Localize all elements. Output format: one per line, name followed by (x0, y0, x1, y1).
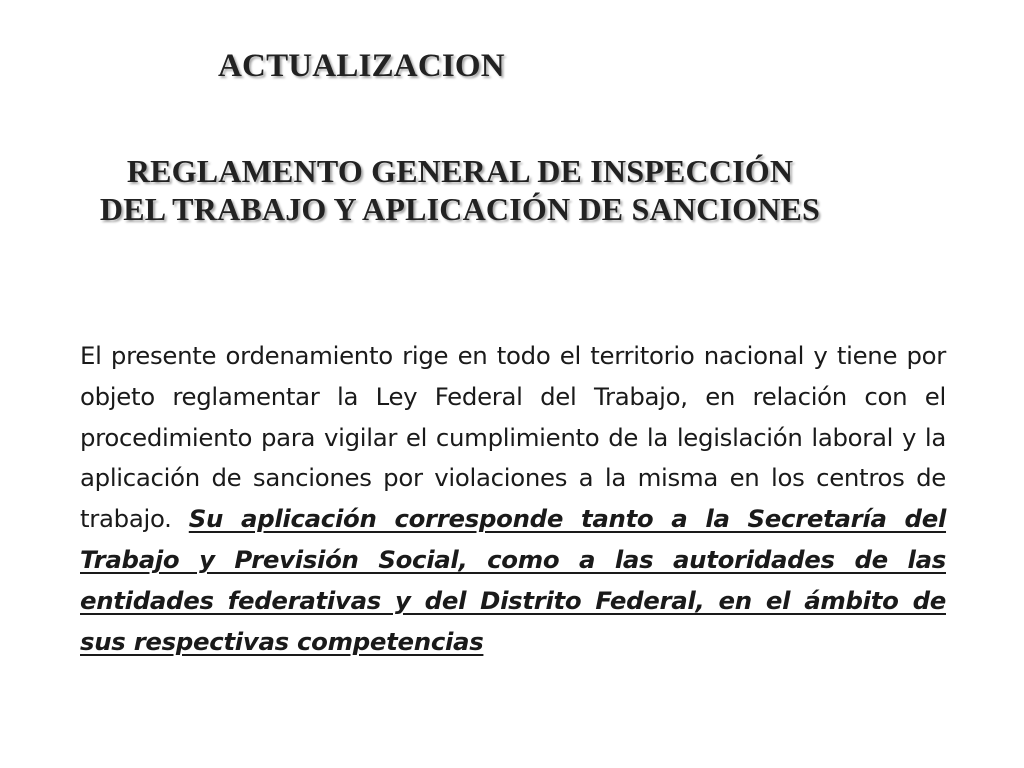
slide-title-line-1: REGLAMENTO GENERAL DE INSPECCIÓN (126, 153, 794, 189)
slide-title-line-2: DEL TRABAJO Y APLICACIÓN DE SANCIONES (99, 191, 821, 227)
slide-title (40, 152, 880, 228)
section-heading: ACTUALIZACION (218, 48, 505, 84)
body-paragraph-plain: El presente ordenamiento rige en todo el territorio nacional y tiene por objeto reglamentar la Ley Federal del Trabajo, en relación con el procedimiento para vigilar el cumplimiento de la legislación laboral y la aplicación de sanciones por violaciones a la misma en los centros de trabajo. (80, 341, 946, 534)
body-paragraph-emphasis: Su aplicación corresponde tanto a la Secretaría del Trabajo y Previsión Social, como a las autoridades de las entidades federativas y del Distrito Federal, en el ámbito de sus respectivas competencias (80, 504, 947, 656)
body-paragraph (80, 336, 946, 662)
